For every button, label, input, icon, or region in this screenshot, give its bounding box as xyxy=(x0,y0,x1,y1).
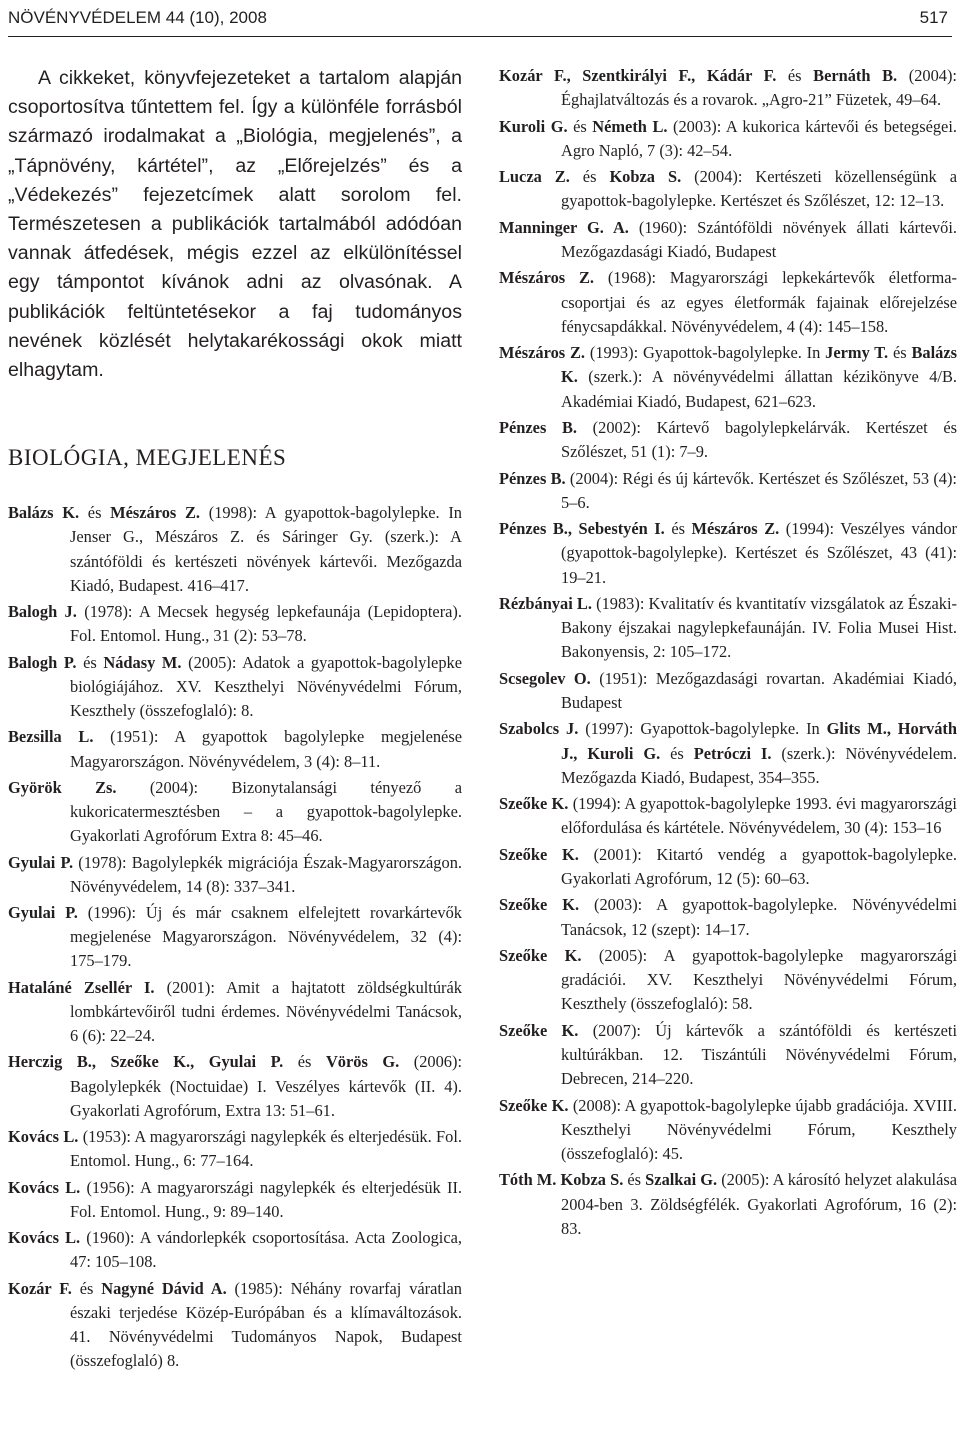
reference-author: Nádasy M. xyxy=(103,652,182,672)
reference-conjunction: és xyxy=(888,343,912,363)
reference-item xyxy=(499,792,957,840)
reference-item xyxy=(8,976,462,1049)
reference-item xyxy=(499,893,957,941)
reference-author: Balázs K. xyxy=(8,503,80,523)
reference-author: Pénzes B. xyxy=(499,468,566,488)
reference-item xyxy=(499,592,957,665)
reference-author: Kozár F., Szentkirályi F., Kádár F. xyxy=(499,66,777,85)
reference-author: Gyulai P. xyxy=(8,903,78,923)
reference-author: Scsegolev O. xyxy=(499,668,591,688)
reference-item xyxy=(499,341,957,414)
reference-text: (szerk.): Növényvédelem. Mezőgazda Kiadó, Budapest, 354–355. xyxy=(561,743,957,787)
reference-author: Herczig B., Szeőke K., Gyulai P. xyxy=(8,1052,284,1072)
reference-text: (1985): Néhány rovarfaj váratlan északi terjedése Közép-Európában és a klímaváltozások. 41. Növényvédelmi Tudományos Napok, Budapest (összefoglaló) 8. xyxy=(70,1278,462,1371)
reference-item xyxy=(8,901,462,974)
reference-conjunction: és xyxy=(71,1278,102,1298)
reference-author: Szeőke K. xyxy=(499,895,580,915)
reference-text: (2004): Kertészeti közellenségünk a gyapottok-bagolylepke. Kertészet és Szőlészet, 12: 12–13. xyxy=(561,167,958,211)
reference-author: Balogh P. xyxy=(8,652,77,672)
reference-editor: Glits M., Horváth J., Kuroli G. xyxy=(561,719,957,763)
reference-text: (szerk.): A növényvédelmi állattan kézikönyve 4/B. Akadémiai Kiadó, Budapest, 621–623. xyxy=(561,367,957,411)
reference-item xyxy=(499,843,957,891)
reference-author: Pénzes B. xyxy=(499,417,578,437)
reference-text: (2003): A gyapottok-bagolylepke. Növényvédelmi Tanácsok, 12 (szept): 14–17. xyxy=(561,895,957,939)
reference-item xyxy=(8,1176,462,1224)
reference-author: Gyulai P. xyxy=(8,852,74,872)
reference-item xyxy=(8,501,462,598)
reference-item xyxy=(499,1094,957,1167)
reference-conjunction: és xyxy=(664,519,692,539)
reference-item xyxy=(499,717,957,790)
section-heading: BIOLÓGIA, MEGJELENÉS xyxy=(8,445,287,471)
reference-author: Szeőke K. xyxy=(499,1020,579,1040)
reference-text: (1993): Gyapottok-bagolylepke. In xyxy=(585,343,826,363)
reference-item xyxy=(8,776,462,849)
reference-item xyxy=(499,1168,957,1241)
reference-conjunction: és xyxy=(79,503,111,523)
reference-item xyxy=(499,517,957,590)
reference-text: (2002): Kártevő bagolylepkelárvák. Kertészet és Szőlészet, 51 (1): 7–9. xyxy=(561,417,957,462)
reference-editor: Jermy T. xyxy=(825,343,889,363)
reference-item xyxy=(499,1019,957,1092)
reference-text: (1951): Mezőgazdasági rovartan. Akadémiai Kiadó, Budapest xyxy=(561,668,957,712)
reference-conjunction: és xyxy=(776,66,814,85)
reference-editor: Balázs K. xyxy=(561,343,957,387)
reference-conjunction: és xyxy=(567,116,593,136)
reference-editor: Petróczi I. xyxy=(693,743,772,763)
reference-text: (2004): Régi és új kártevők. Kertészet és Szőlészet, 53 (4): 5–6. xyxy=(561,468,957,512)
reference-conjunction: és xyxy=(283,1052,326,1072)
reference-text: (2001): Kitartó vendég a gyapottok-bagolylepke. Gyakorlati Agrofórum, 12 (5): 60–63. xyxy=(561,844,957,888)
reference-item xyxy=(499,165,957,213)
reference-text: (1994): A gyapottok-bagolylepke 1993. évi magyarországi előfordulása és kártétele. Növényvédelem, 30 (4): 153–16 xyxy=(561,794,957,838)
reference-list-right xyxy=(499,64,957,1241)
reference-text: (1951): A gyapottok bagolylepke megjelenése Magyarországon. Növényvédelem, 3 (4): 8–11. xyxy=(70,727,462,771)
reference-author: Manninger G. A. xyxy=(499,217,629,237)
reference-text: (2001): Amit a hajtatott zöldségkultúrák lombkártevőiről tudni érdemes. Növényvédelmi Tanácsok, 6 (6): 22–24. xyxy=(70,977,462,1046)
journal-title: NÖVÉNYVÉDELEM 44 (10), 2008 xyxy=(8,8,267,27)
reference-item xyxy=(8,1125,462,1173)
reference-author: Szeőke K. xyxy=(499,794,569,814)
reference-author: Mészáros Z. xyxy=(691,519,780,539)
right-column xyxy=(499,64,957,1243)
reference-text: (2004): Éghajlatváltozás és a rovarok. „Agro-21” Füzetek, 49–64. xyxy=(561,66,957,110)
reference-author: Szeőke K. xyxy=(499,1095,569,1115)
reference-author: Kuroli G. xyxy=(499,116,568,136)
reference-text: (1996): Új és már csaknem elfelejtett rovarkártevők megjelenése Magyarországon. Növényvédelem, 32 (4): 175–179. xyxy=(70,903,462,971)
reference-text: (2008): A gyapottok-bagolylepke újabb gradációja. XVIII. Keszthelyi Növényvédelmi Fórum, Keszthely (összefoglaló): 45. xyxy=(561,1095,957,1163)
reference-author: Vörös G. xyxy=(325,1052,400,1072)
reference-item xyxy=(499,64,957,112)
reference-item xyxy=(8,725,462,773)
reference-text: (1998): A gyapottok-bagolylepke. In Jenser G., Mészáros Z. és Sáringer Gy. (szerk.): A szántóföldi és kertészeti növények kártevői. Mezőgazda Kiadó, Budapest. 416–417. xyxy=(70,503,462,595)
reference-author: Bernáth B. xyxy=(813,66,898,85)
reference-author: Szalkai G. xyxy=(645,1170,718,1190)
reference-item xyxy=(8,600,462,648)
reference-author: Tóth M. Kobza S. xyxy=(499,1170,624,1190)
reference-text: (1960): A vándorlepkék csoportosítása. Acta Zoologica, 47: 105–108. xyxy=(70,1228,462,1272)
reference-author: Kozár F. xyxy=(8,1278,72,1298)
reference-author: Rézbányai L. xyxy=(499,593,592,613)
reference-text: (1978): A Mecsek hegység lepkefaunája (Lepidoptera). Fol. Entomol. Hung., 31 (2): 53–78. xyxy=(70,602,462,646)
reference-author: Hataláné Zsellér I. xyxy=(8,977,155,997)
reference-text: (1953): A magyarországi nagylepkék és elterjedésük. Fol. Entomol. Hung., 6: 77–164. xyxy=(70,1127,463,1171)
reference-author: Kobza S. xyxy=(609,167,682,187)
reference-conjunction: és xyxy=(76,652,104,672)
reference-item xyxy=(499,416,957,464)
reference-item xyxy=(499,944,957,1017)
reference-item xyxy=(8,1226,462,1274)
reference-author: Mészáros Z. xyxy=(110,503,201,523)
reference-text: (2004): Bizonytalansági tényező a kukoricatermesztésben – a gyapottok-bagolylepke. Gyakorlati Agrofórum Extra 8: 45–46. xyxy=(70,777,462,846)
reference-author: Nagyné Dávid A. xyxy=(101,1278,227,1298)
reference-author: Pénzes B., Sebestyén I. xyxy=(499,519,665,539)
reference-item xyxy=(499,467,957,515)
reference-text: (1983): Kvalitatív és kvantitatív vizsgálatok az Északi-Bakony éjszakai nagylepkefaunáján. IV. Folia Musei Hist. Bakonyensis, 2: 105–172. xyxy=(561,593,957,662)
header-rule xyxy=(8,36,952,37)
reference-text: (2005): A gyapottok-bagolylepke magyarországi gradációi. XV. Keszthelyi Növényvédelmi Fórum, Keszthely (összefoglaló): 58. xyxy=(561,945,958,1014)
left-column xyxy=(8,64,462,1376)
reference-item xyxy=(8,851,462,899)
reference-item xyxy=(499,266,957,339)
reference-item xyxy=(8,1050,462,1123)
intro-paragraph: A cikkeket, könyvfejezeteket a tartalom alapján csoportosítva tűntettem fel. Így a különféle forrásból származó irodalmakat a „Biológia, megjelenés”, a „Tápnövény, kártétel”, az „Előrejelzés” és a „Védekezés” fejezetcímek alatt sorolom fel. Természetesen a publikációk tartalmából adódóan vannak átfedések, mégis ezzel az elkülönítéssel egy támpontot kívánok adni az olvasónak. A publikációk feltüntetésekor a faj tudományos nevének közlését helytakarékossági okok miatt elhagytam. xyxy=(8,67,462,382)
reference-author: Szeőke K. xyxy=(499,844,579,864)
page-number: 517 xyxy=(919,8,948,27)
reference-text: (1960): Szántóföldi növények állati kártevői. Mezőgazdasági Kiadó, Budapest xyxy=(561,217,958,261)
reference-conjunction: és xyxy=(569,167,610,187)
reference-author: Németh L. xyxy=(592,116,668,136)
reference-author: Kovács L. xyxy=(8,1228,81,1248)
reference-item xyxy=(8,1277,462,1374)
reference-text: (2003): A kukorica kártevői és betegségei. Agro Napló, 7 (3): 42–54. xyxy=(561,116,957,160)
reference-conjunction: és xyxy=(623,1170,646,1190)
reference-text: (2005): Adatok a gyapottok-bagolylepke biológiájához. XV. Keszthelyi Növényvédelmi Fórum, Keszthely (összefoglaló): 8. xyxy=(70,652,462,721)
reference-author: Mészáros Z. xyxy=(499,343,586,363)
reference-list-left xyxy=(8,501,462,1373)
reference-text: (1997): Gyapottok-bagolylepke. In xyxy=(578,719,827,739)
reference-item xyxy=(499,216,957,264)
reference-text: (2006): Bagolylepkék (Noctuidae) I. Veszélyes kártevők (II. 4). Gyakorlati Agrofórum, Extra 13: 51–61. xyxy=(70,1052,462,1120)
page-header xyxy=(8,6,952,32)
reference-author: Kovács L. xyxy=(8,1177,81,1197)
reference-text: (1956): A magyarországi nagylepkék és elterjedésük II. Fol. Entomol. Hung., 9: 89–140. xyxy=(70,1177,462,1221)
reference-item xyxy=(499,115,957,163)
reference-item xyxy=(8,651,462,724)
reference-text: (2005): A károsító helyzet alakulása 2004-ben 3. Zöldségfélék. Gyakorlati Agrofórum, 16 (2): 83. xyxy=(561,1170,957,1238)
reference-text: (1968): Magyarországi lepkekártevők életforma-csoportjai és az egyes életformák fajainak előrejelzése fénycsapdákkal. Növényvédelem, 4 (4): 145–158. xyxy=(561,268,957,336)
reference-conjunction: és xyxy=(660,743,694,763)
reference-text: (2007): Új kártevők a szántóföldi és kertészeti kultúrákban. 12. Tiszántúli Növényvédelmi Fórum, Debrecen, 214–220. xyxy=(561,1020,957,1089)
reference-author: Györök Zs. xyxy=(8,777,117,797)
reference-item xyxy=(499,667,957,715)
reference-author: Balogh J. xyxy=(8,602,77,622)
reference-text: (1978): Bagolylepkék migrációja Észak-Magyarországon. Növényvédelem, 14 (8): 337–341. xyxy=(70,852,462,896)
reference-author: Lucza Z. xyxy=(499,167,570,187)
reference-author: Szabolcs J. xyxy=(499,719,579,739)
reference-author: Szeőke K. xyxy=(499,945,582,965)
reference-author: Bezsilla L. xyxy=(8,727,94,747)
reference-author: Kovács L. xyxy=(8,1127,79,1147)
reference-author: Mészáros Z. xyxy=(499,268,595,288)
reference-text: (1994): Veszélyes vándor (gyapottok-bagolylepke). Kertészet és Szőlészet, 43 (41): 19–21. xyxy=(561,519,957,587)
